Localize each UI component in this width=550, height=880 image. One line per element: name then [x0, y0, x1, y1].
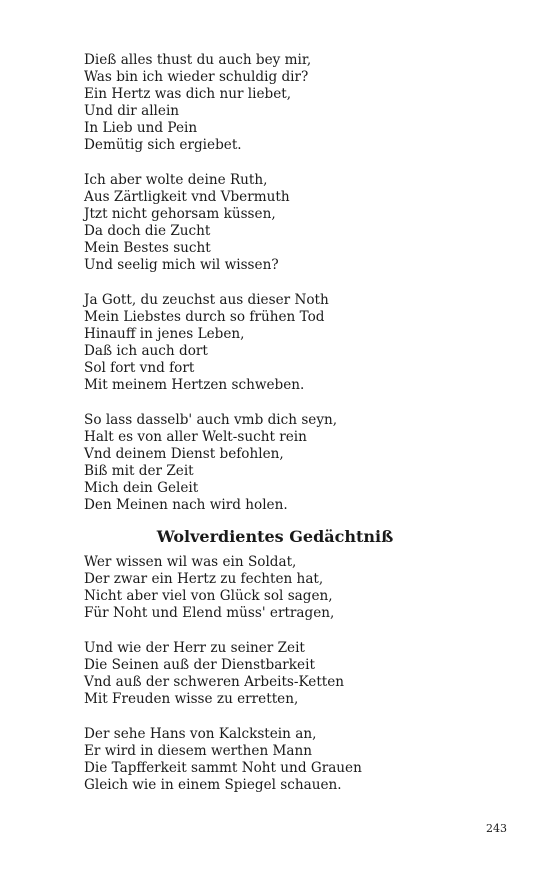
poem-title: Wolverdientes Gedächtniß [156, 527, 394, 546]
verse-line: Vnd deinem Dienst befohlen, [84, 446, 284, 462]
verse-line: Wer wissen wil was ein Soldat, [84, 554, 297, 570]
verse-line: Vnd auß der schweren Arbeits-Ketten [84, 674, 345, 690]
poem-new [84, 554, 504, 812]
stanza [84, 172, 504, 274]
stanza [84, 640, 504, 708]
verse-line: Dieß alles thust du auch bey mir, [84, 52, 312, 68]
verse-line: Der sehe Hans von Kalckstein an, [84, 726, 317, 742]
verse-line: So lass dasselb' auch vmb dich seyn, [84, 412, 338, 428]
verse-line: Ja Gott, du zeuchst aus dieser Noth [84, 292, 329, 308]
verse-line: Demütig sich ergiebet. [84, 137, 242, 153]
verse-line: Daß ich auch dort [84, 343, 208, 359]
verse-line: Er wird in diesem werthen Mann [84, 743, 313, 759]
verse-line: Mein Bestes sucht [84, 240, 211, 256]
verse-line: Mein Liebstes durch so frühen Tod [84, 309, 325, 325]
verse-line: Was bin ich wieder schuldig dir? [84, 69, 309, 85]
stanza [84, 52, 504, 154]
verse-line: Nicht aber viel von Glück sol sagen, [84, 588, 333, 604]
verse-line: Sol fort vnd fort [84, 360, 195, 376]
verse-line: Den Meinen nach wird holen. [84, 497, 288, 513]
verse-line: Und seelig mich wil wissen? [84, 257, 279, 273]
stanza [84, 554, 504, 622]
page-number: 243 [486, 822, 507, 835]
poem-continued [84, 52, 504, 532]
verse-line: Die Seinen auß der Dienstbarkeit [84, 657, 315, 673]
verse-line: Biß mit der Zeit [84, 463, 194, 479]
verse-line: Für Noht und Elend müss' ertragen, [84, 605, 335, 621]
verse-line: Und dir allein [84, 103, 180, 119]
verse-line: Mit meinem Hertzen schweben. [84, 377, 305, 393]
verse-line: Mit Freuden wisse zu erretten, [84, 691, 299, 707]
verse-line: Hinauff in jenes Leben, [84, 326, 245, 342]
verse-line: Mich dein Geleit [84, 480, 199, 496]
stanza [84, 726, 504, 794]
verse-line: In Lieb und Pein [84, 120, 198, 136]
verse-line: Ein Hertz was dich nur liebet, [84, 86, 292, 102]
stanza [84, 292, 504, 394]
verse-line: Der zwar ein Hertz zu fechten hat, [84, 571, 324, 587]
verse-line: Ich aber wolte deine Ruth, [84, 172, 268, 188]
verse-line: Aus Zärtligkeit vnd Vbermuth [84, 189, 290, 205]
verse-line: Gleich wie in einem Spiegel schauen. [84, 777, 342, 793]
verse-line: Jtzt nicht gehorsam küssen, [84, 206, 276, 222]
stanza [84, 412, 504, 514]
verse-line: Die Tapfferkeit sammt Noht und Grauen [84, 760, 362, 776]
verse-line: Da doch die Zucht [84, 223, 211, 239]
verse-line: Und wie der Herr zu seiner Zeit [84, 640, 305, 656]
verse-line: Halt es von aller Welt-sucht rein [84, 429, 307, 445]
